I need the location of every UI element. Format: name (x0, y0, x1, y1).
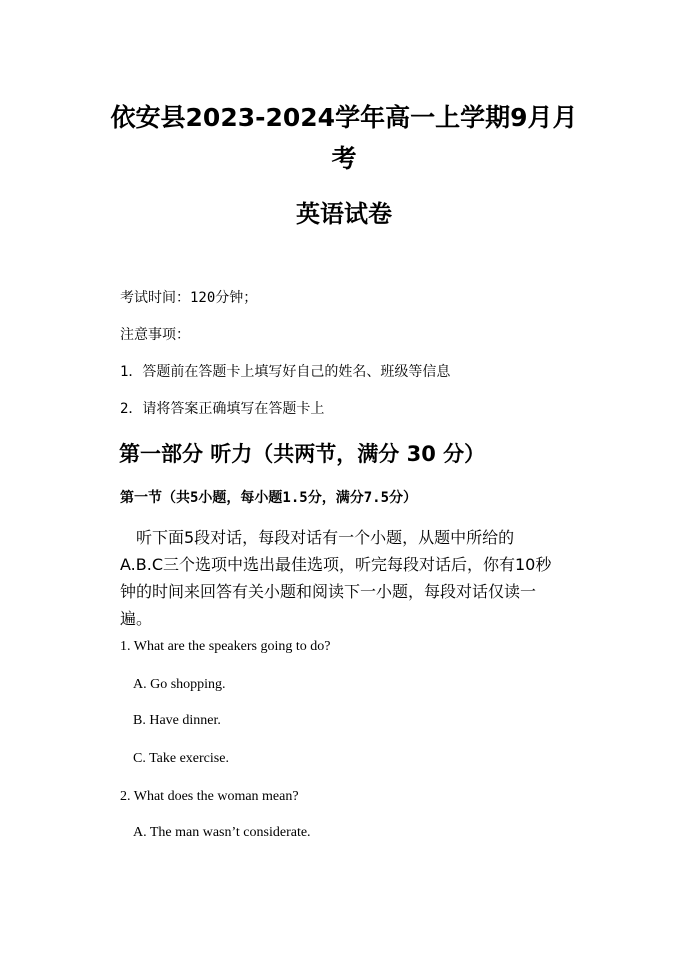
listening-instructions (120, 524, 560, 632)
question-2-stem: 2. What does the woman mean? (120, 789, 299, 804)
instructions-line: A.B.C三个选项中选出最佳选项，听完每段对话后，你有10秒 (120, 555, 552, 574)
question-2-option-a: A. The man wasn’t considerate. (133, 825, 311, 840)
notice-item-1: 1．答题前在答题卡上填写好自己的姓名、班级等信息 (120, 364, 451, 380)
question-1-option-c: C. Take exercise. (133, 751, 229, 766)
instructions-line: 钟的时间来回答有关小题和阅读下一小题，每段对话仅读一 (120, 582, 537, 601)
exam-time: 考试时间：120分钟； (120, 290, 258, 306)
instructions-line: 听下面5段对话，每段对话有一个小题，从题中所给的 (120, 528, 515, 547)
question-1-option-a: A. Go shopping. (133, 677, 226, 692)
notice-item-2: 2．请将答案正确填写在答题卡上 (120, 401, 325, 417)
part-heading: 第一部分 听力（共两节，满分 30 分） (119, 442, 486, 466)
question-1-option-b: B. Have dinner. (133, 713, 221, 728)
section-heading: 第一节（共5小题，每小题1.5分，满分7.5分） (120, 490, 417, 506)
notice-heading: 注意事项： (120, 327, 190, 343)
question-1-stem: 1. What are the speakers going to do? (120, 639, 331, 654)
exam-title-line-1: 依安县2023-2024学年高一上学期9月月 (110, 103, 578, 132)
exam-subtitle: 英语试卷 (296, 200, 392, 228)
instructions-line: 遍。 (120, 609, 153, 628)
exam-title-line-2: 考 (331, 144, 357, 173)
